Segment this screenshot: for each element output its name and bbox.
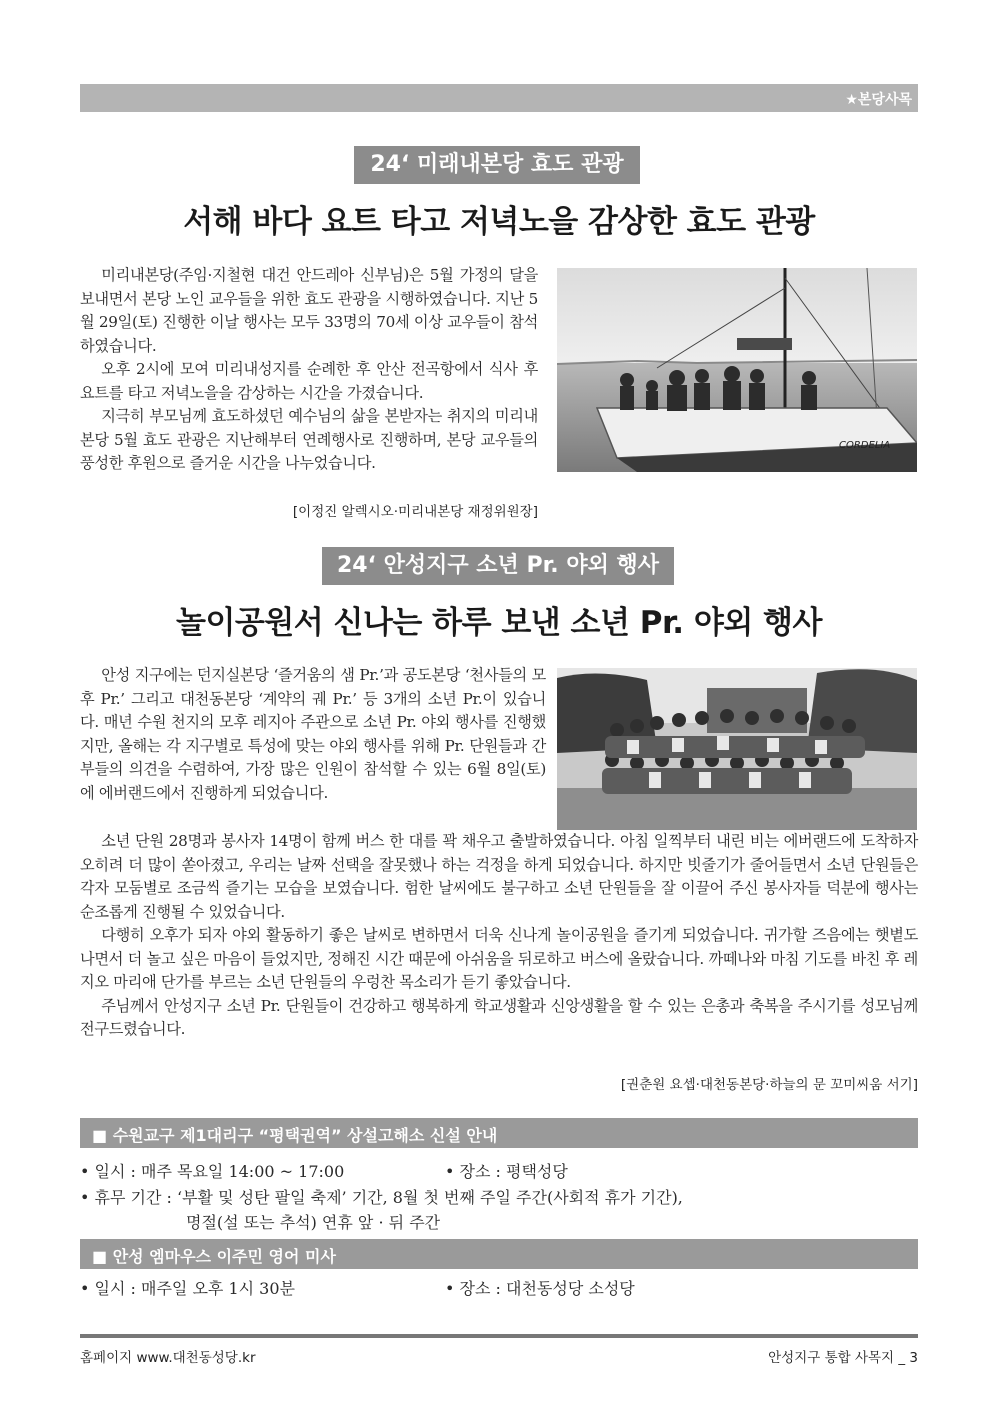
footer-homepage-link[interactable]: 홈페이지 www.대천동성당.kr <box>80 1350 256 1366</box>
notice2-datetime: • 일시 : 매주일 오후 1시 30분 <box>80 1279 295 1298</box>
notice2-title: ■ 안성 엠마우스 이주민 영어 미사 <box>92 1247 336 1266</box>
article2-paragraph: 안성 지구에는 던지실본당 ‘즐거움의 샘 Pr.’과 공도본당 ‘천사들의 모후 Pr.’ 그리고 대천동본당 ‘계약의 궤 Pr.’ 등 3개의 소년 Pr.이 있습니다. 매년 수원 천지의 모후 레지아 주관으로 소년 Pr. 야외 행사를 진행했지만, 올해는 각 지구별로 특성에 맞는 야외 행사를 위해 Pr. 단원들과 간부들의 의견을 수렴하여, 가장 많은 인원이 참석할 수 있는 6월 8일(토)에 에버랜드에서 진행하게 되었습니다. <box>80 666 546 802</box>
notice1-closed-period-cont: 명절(설 또는 추석) 연휴 앞 · 뒤 주간 <box>186 1213 441 1232</box>
article1-paragraph: 오후 2시에 모여 미리내성지를 순례한 후 안산 전곡항에서 식사 후 요트를 타고 저녁노을을 감상하는 시간을 가졌습니다. <box>80 360 538 402</box>
notice1-title: ■ 수원교구 제1대리구 “평택권역” 상설고해소 신설 안내 <box>92 1126 498 1145</box>
article1-body <box>80 264 538 476</box>
article1-paragraph: 미리내본당(주임·지철현 대건 안드레아 신부님)은 5월 가정의 달을 보내면서 본당 노인 교우들을 위한 효도 관광을 시행하였습니다. 지난 5월 29일(토) 진행한 이날 행사는 모두 33명의 70세 이상 교우들이 참석하였습니다. <box>80 266 538 355</box>
article1-paragraph: 지극히 부모님께 효도하셨던 예수님의 삶을 본받자는 취지의 미리내본당 5월 효도 관광은 지난해부터 연례행사로 진행하며, 본당 교우들의 풍성한 후원으로 즐거운 시간을 나누었습니다. <box>80 407 538 472</box>
group-photo <box>557 668 917 830</box>
article2-title: 놀이공원서 신나는 하루 보낸 소년 Pr. 야외 행사 <box>176 605 822 641</box>
article2-paragraph: 다행히 오후가 되자 야외 활동하기 좋은 날씨로 변하면서 더욱 신나게 놀이공원을 즐기게 되었습니다. 귀가할 즈음에는 햇볕도 나면서 더 놀고 싶은 마음이 들었지만, 정해진 시간 때문에 아쉬움을 뒤로하고 버스에 올랐습니다. 까떼나와 마침 기도를 바친 후 레지오 마리애 단가를 부르는 소년 단원들의 우렁찬 목소리가 듣기 좋았습니다. <box>80 926 918 991</box>
article1-title: 서해 바다 요트 타고 저녁노을 감상한 효도 관광 <box>183 204 815 240</box>
notice1-closed-period: • 휴무 기간 : ‘부활 및 성탄 팔일 축제’ 기간, 8월 첫 번째 주일 주간(사회적 휴가 기간), <box>80 1188 683 1207</box>
notice1-place: • 장소 : 평택성당 <box>445 1162 568 1181</box>
article2-paragraph: 주님께서 안성지구 소년 Pr. 단원들이 건강하고 행복하게 학교생활과 신앙생활을 할 수 있는 은총과 축복을 주시기를 성모님께 전구드렸습니다. <box>80 996 918 1038</box>
article2-credit: [권춘원 요셉·대천동본당·하늘의 문 꼬미씨움 서기] <box>620 1077 918 1093</box>
article2-paragraph: 소년 단원 28명과 봉사자 14명이 함께 버스 한 대를 꽉 채우고 출발하였습니다. 아침 일찍부터 내린 비는 에버랜드에 도착하자 오히려 더 많이 쏟아졌고, 우리는 날짜 선택을 잘못했나 하는 걱정을 하게 되었습니다. 하지만 빗줄기가 줄어들면서 소년 단원들은 각자 모둠별로 조금씩 즐기는 모습을 보였습니다. 험한 날씨에도 불구하고 소년 단원들을 잘 이끌어 주신 봉사자들 덕분에 행사는 순조롭게 진행될 수 있었습니다. <box>80 832 918 921</box>
yacht-name-text: CORDELIA <box>839 440 891 451</box>
yacht-sunset-photo <box>557 268 917 472</box>
notice1-title-bar <box>80 1118 918 1148</box>
notice1-datetime: • 일시 : 매주 목요일 14:00 ~ 17:00 <box>80 1162 345 1181</box>
footer-divider <box>80 1334 918 1338</box>
group-photo-illustration <box>557 668 917 830</box>
article2-tag: 24‘ 안성지구 소년 Pr. 야외 행사 <box>322 547 674 585</box>
footer-page-label: 안성지구 통합 사목지 _ 3 <box>768 1350 918 1366</box>
notice2-place: • 장소 : 대천동성당 소성당 <box>445 1279 635 1298</box>
article2-body-top <box>80 664 546 805</box>
article1-tag: 24‘ 미래내본당 효도 관광 <box>354 146 640 184</box>
article2-body-full <box>80 830 918 1042</box>
yacht-photo-illustration <box>557 268 917 472</box>
section-label: ★본당사목 <box>845 92 912 108</box>
notice2-title-bar <box>80 1239 918 1269</box>
section-header-bar <box>80 84 918 112</box>
article1-credit: [이정진 알렉시오·미리내본당 재정위원장] <box>292 504 538 520</box>
